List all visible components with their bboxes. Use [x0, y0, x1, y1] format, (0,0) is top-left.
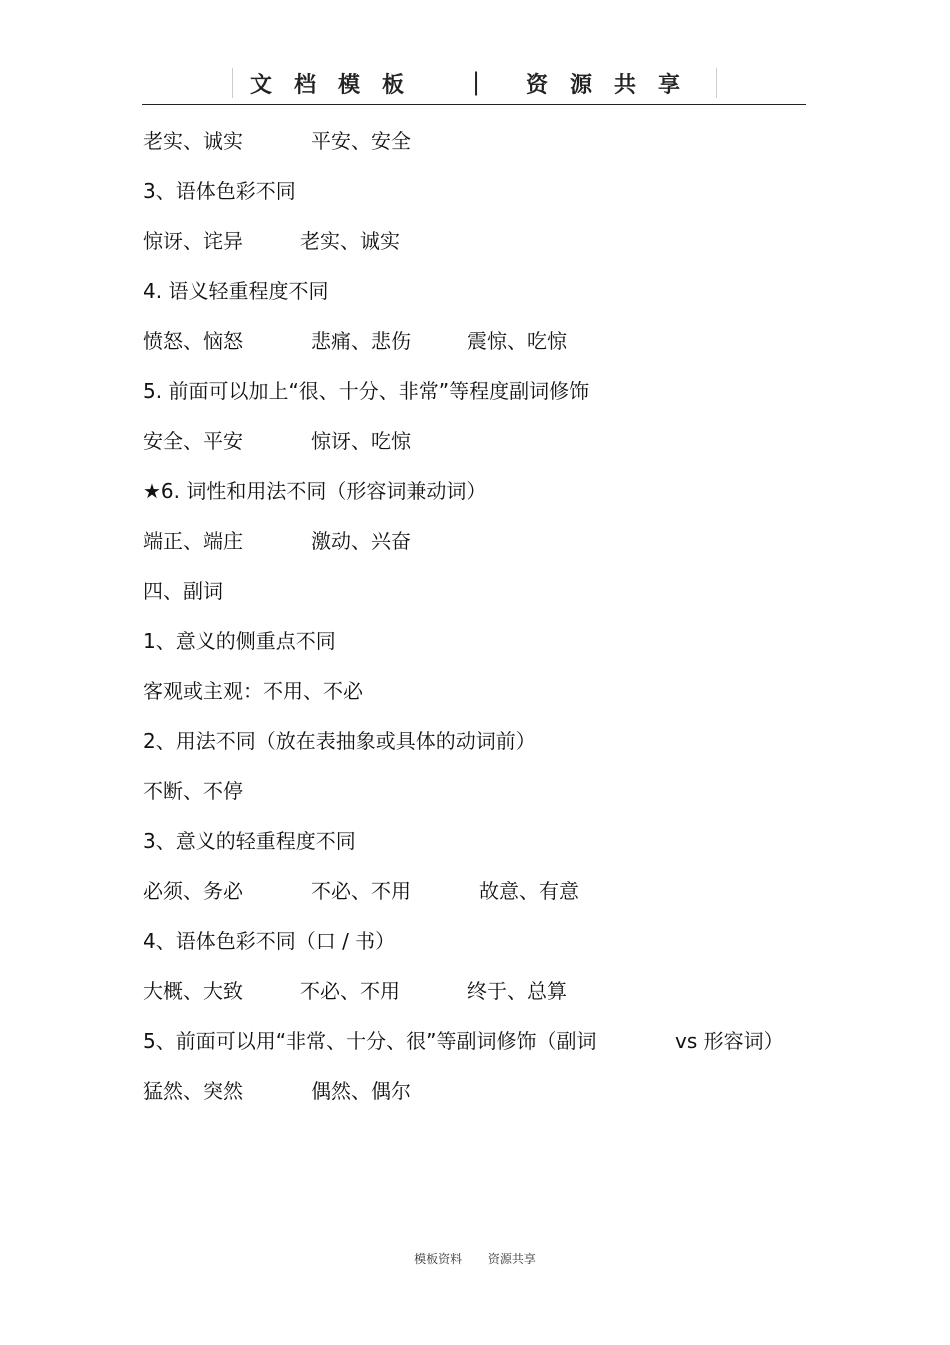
footer-left-text: 模板资料: [414, 1252, 463, 1266]
line-segment: 2、用法不同（放在表抽象或具体的动词前）: [143, 729, 536, 753]
line-segment: 终于、总算: [467, 979, 567, 1003]
text-line: [143, 766, 823, 816]
line-segment: ★6. 词性和用法不同（形容词兼动词）: [143, 479, 487, 503]
line-segment: 偶然、偶尔: [311, 1079, 411, 1103]
text-line: [143, 1066, 823, 1116]
text-line: [143, 516, 823, 566]
line-segment: 1、意义的侧重点不同: [143, 629, 336, 653]
line-segment: 四、副词: [143, 579, 223, 603]
line-segment: 端正、端庄: [143, 529, 243, 553]
text-line: [143, 316, 823, 366]
line-segment: 大概、大致: [143, 979, 243, 1003]
line-segment: 5. 前面可以加上“很、十分、非常”等程度副词修饰: [143, 379, 590, 403]
line-segment: 老实、诚实: [300, 229, 400, 253]
page-footer: [0, 1250, 950, 1267]
header-title-right: 资源共享: [526, 72, 703, 98]
header-divider-right: [716, 68, 717, 98]
line-segment: 猛然、突然: [143, 1079, 243, 1103]
line-segment: 不断、不停: [143, 779, 243, 803]
text-line: [143, 866, 823, 916]
text-line: [143, 616, 823, 666]
line-segment: 愤怒、恼怒: [143, 329, 243, 353]
header-divider-left: [232, 68, 233, 98]
line-segment: 平安、安全: [311, 129, 411, 153]
line-segment: 老实、诚实: [143, 129, 243, 153]
line-segment: 安全、平安: [143, 429, 243, 453]
line-segment: vs 形容词）: [675, 1029, 784, 1053]
text-line: [143, 716, 823, 766]
line-segment: 3、语体色彩不同: [143, 179, 296, 203]
line-segment: 必须、务必: [143, 879, 243, 903]
text-line: [143, 816, 823, 866]
document-body: [143, 116, 823, 1116]
text-line: [143, 966, 823, 1016]
header-divider-bar: |: [472, 68, 481, 96]
text-line: [143, 916, 823, 966]
text-line: [143, 216, 823, 266]
footer-right-text: 资源共享: [487, 1252, 536, 1266]
text-line: [143, 116, 823, 166]
line-segment: 5、前面可以用“非常、十分、很”等副词修饰（副词: [143, 1029, 597, 1053]
line-segment: 悲痛、悲伤: [311, 329, 411, 353]
text-line: [143, 416, 823, 466]
line-segment: 惊讶、吃惊: [311, 429, 411, 453]
text-line: [143, 266, 823, 316]
header-title-left: 文档模板: [250, 72, 427, 98]
line-segment: 不必、不用: [311, 879, 411, 903]
line-segment: 4、语体色彩不同（口 / 书）: [143, 929, 396, 953]
section-heading: [143, 566, 823, 616]
page-header: [142, 64, 806, 105]
line-segment: 故意、有意: [479, 879, 579, 903]
line-segment: 惊讶、诧异: [143, 229, 243, 253]
line-segment: 不必、不用: [300, 979, 400, 1003]
text-line: [143, 366, 823, 416]
text-line: [143, 466, 823, 516]
text-line: [143, 666, 823, 716]
line-segment: 客观或主观：不用、不必: [143, 679, 363, 703]
text-line: [143, 1016, 823, 1066]
line-segment: 震惊、吃惊: [467, 329, 567, 353]
line-segment: 4. 语义轻重程度不同: [143, 279, 329, 303]
text-line: [143, 166, 823, 216]
line-segment: 激动、兴奋: [311, 529, 411, 553]
line-segment: 3、意义的轻重程度不同: [143, 829, 356, 853]
